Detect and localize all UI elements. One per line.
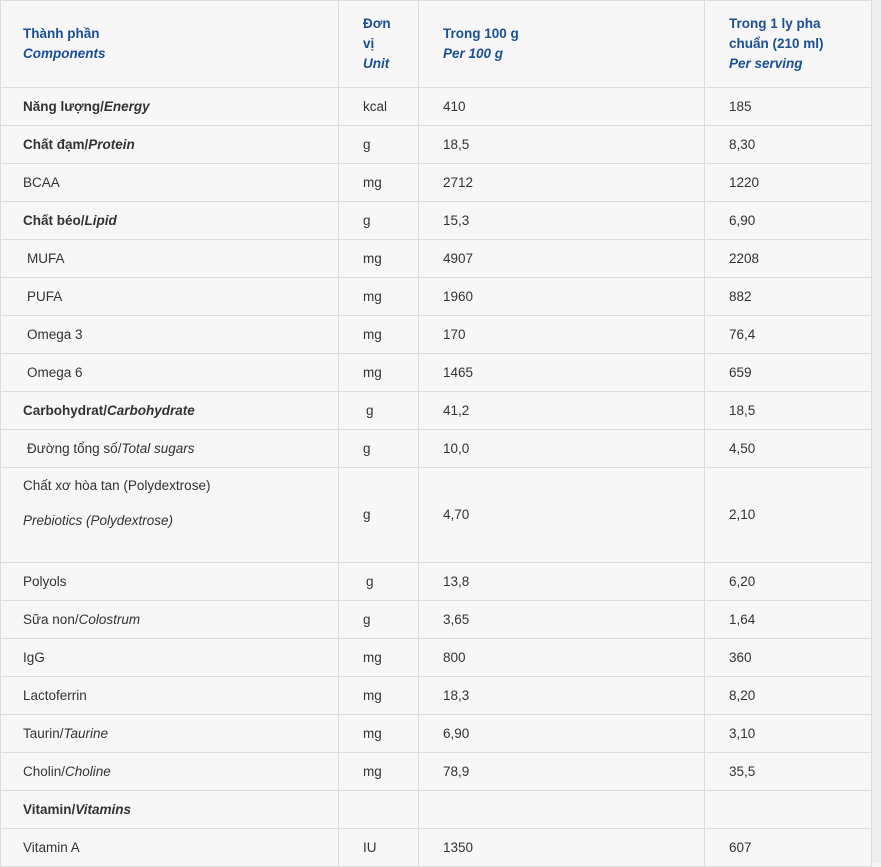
component-name: Chất béo/ bbox=[23, 212, 85, 228]
table-row bbox=[1, 715, 872, 753]
component-name: Chất xơ hòa tan (Polydextrose) bbox=[23, 478, 211, 493]
component-name: Đường tổng số/ bbox=[27, 440, 122, 456]
component-cell bbox=[1, 715, 339, 753]
unit-cell bbox=[339, 791, 419, 829]
table-row bbox=[1, 829, 872, 867]
component-cell bbox=[1, 354, 339, 392]
component-name-en: Energy bbox=[103, 98, 150, 114]
unit-cell: g bbox=[339, 126, 419, 164]
serving-cell: 76,4 bbox=[705, 316, 872, 354]
unit-cell: mg bbox=[339, 715, 419, 753]
component-name: IgG bbox=[23, 649, 45, 665]
per100-cell: 800 bbox=[419, 639, 705, 677]
header-serving-vi-1: Trong 1 ly pha bbox=[729, 16, 821, 31]
serving-cell: 1,64 bbox=[705, 601, 872, 639]
component-name: Lactoferrin bbox=[23, 687, 87, 703]
unit-cell: kcal bbox=[339, 88, 419, 126]
per100-cell: 4,70 bbox=[419, 468, 705, 563]
component-name: Chất đạm/ bbox=[23, 136, 89, 152]
serving-cell: 18,5 bbox=[705, 392, 872, 430]
serving-cell: 35,5 bbox=[705, 753, 872, 791]
table-row bbox=[1, 164, 872, 202]
component-name-en: Carbohydrate bbox=[107, 402, 195, 418]
component-cell bbox=[1, 601, 339, 639]
header-unit-vi-1: Đơn bbox=[363, 16, 391, 31]
serving-cell: 659 bbox=[705, 354, 872, 392]
per100-cell: 1350 bbox=[419, 829, 705, 867]
component-cell bbox=[1, 563, 339, 601]
component-name-en: Choline bbox=[65, 763, 111, 779]
header-per-serving bbox=[705, 1, 872, 88]
unit-cell: mg bbox=[339, 354, 419, 392]
component-name: Cholin/ bbox=[23, 763, 66, 779]
serving-cell bbox=[705, 791, 872, 829]
per100-cell: 13,8 bbox=[419, 563, 705, 601]
component-cell bbox=[1, 316, 339, 354]
serving-cell: 360 bbox=[705, 639, 872, 677]
header-per100-vi: Trong 100 g bbox=[443, 26, 519, 41]
component-name-en: Total sugars bbox=[121, 440, 195, 456]
table-row bbox=[1, 430, 872, 468]
component-cell bbox=[1, 677, 339, 715]
serving-cell: 8,30 bbox=[705, 126, 872, 164]
component-name: Omega 6 bbox=[27, 364, 83, 380]
component-cell bbox=[1, 240, 339, 278]
unit-cell: mg bbox=[339, 240, 419, 278]
serving-cell: 2208 bbox=[705, 240, 872, 278]
unit-cell: g bbox=[339, 468, 419, 563]
unit-cell: g bbox=[339, 601, 419, 639]
serving-cell: 6,90 bbox=[705, 202, 872, 240]
unit-cell: mg bbox=[339, 639, 419, 677]
serving-cell: 3,10 bbox=[705, 715, 872, 753]
component-cell bbox=[1, 126, 339, 164]
table-row bbox=[1, 753, 872, 791]
header-components-en: Components bbox=[23, 46, 106, 61]
serving-cell: 1220 bbox=[705, 164, 872, 202]
serving-cell: 8,20 bbox=[705, 677, 872, 715]
serving-cell: 882 bbox=[705, 278, 872, 316]
component-cell bbox=[1, 392, 339, 430]
table-row bbox=[1, 392, 872, 430]
table-row bbox=[1, 240, 872, 278]
component-name-en: Taurine bbox=[63, 725, 109, 741]
per100-cell: 1960 bbox=[419, 278, 705, 316]
scroll-edge bbox=[871, 0, 881, 863]
header-components bbox=[1, 1, 339, 88]
component-name: Vitamin A bbox=[23, 839, 80, 855]
component-name: PUFA bbox=[27, 288, 63, 304]
component-cell bbox=[1, 278, 339, 316]
per100-cell: 410 bbox=[419, 88, 705, 126]
component-name: Polyols bbox=[23, 573, 67, 589]
header-unit-vi-2: vị bbox=[363, 36, 375, 51]
table-row bbox=[1, 88, 872, 126]
header-components-vi: Thành phần bbox=[23, 26, 100, 41]
per100-cell: 1465 bbox=[419, 354, 705, 392]
table-row bbox=[1, 202, 872, 240]
table-row bbox=[1, 278, 872, 316]
per100-cell: 78,9 bbox=[419, 753, 705, 791]
per100-cell: 15,3 bbox=[419, 202, 705, 240]
component-cell bbox=[1, 88, 339, 126]
unit-cell: mg bbox=[339, 677, 419, 715]
component-cell bbox=[1, 468, 339, 563]
unit-cell: mg bbox=[339, 278, 419, 316]
component-cell bbox=[1, 202, 339, 240]
unit-cell: mg bbox=[339, 753, 419, 791]
per100-cell: 6,90 bbox=[419, 715, 705, 753]
component-cell bbox=[1, 639, 339, 677]
unit-cell: g bbox=[339, 202, 419, 240]
component-name: Taurin/ bbox=[23, 725, 64, 741]
unit-cell: mg bbox=[339, 164, 419, 202]
unit-cell: IU bbox=[339, 829, 419, 867]
component-name: BCAA bbox=[23, 174, 60, 190]
table-header-row bbox=[1, 1, 872, 88]
component-cell bbox=[1, 164, 339, 202]
header-unit-en: Unit bbox=[363, 56, 390, 71]
table-row bbox=[1, 126, 872, 164]
table-row bbox=[1, 601, 872, 639]
per100-cell: 3,65 bbox=[419, 601, 705, 639]
component-name: Năng lượng/ bbox=[23, 98, 104, 114]
component-name-en: Lipid bbox=[84, 212, 117, 228]
header-serving-vi-2: chuẩn (210 ml) bbox=[729, 36, 824, 51]
component-name: Carbohydrat/ bbox=[23, 402, 108, 418]
per100-cell: 18,5 bbox=[419, 126, 705, 164]
unit-cell: g bbox=[339, 563, 419, 601]
component-name: Sữa non/ bbox=[23, 611, 79, 627]
table-row bbox=[1, 354, 872, 392]
component-name-en: Colostrum bbox=[78, 611, 141, 627]
header-per-100g bbox=[419, 1, 705, 88]
per100-cell: 170 bbox=[419, 316, 705, 354]
per100-cell: 18,3 bbox=[419, 677, 705, 715]
component-cell bbox=[1, 791, 339, 829]
per100-cell: 10,0 bbox=[419, 430, 705, 468]
unit-cell: mg bbox=[339, 316, 419, 354]
per100-cell bbox=[419, 791, 705, 829]
unit-cell: g bbox=[339, 430, 419, 468]
serving-cell: 4,50 bbox=[705, 430, 872, 468]
header-per100-en: Per 100 g bbox=[443, 46, 504, 61]
serving-cell: 6,20 bbox=[705, 563, 872, 601]
table-row bbox=[1, 316, 872, 354]
unit-cell: g bbox=[339, 392, 419, 430]
table-row bbox=[1, 677, 872, 715]
table-row bbox=[1, 468, 872, 563]
component-name-en: Prebiotics (Polydextrose) bbox=[23, 513, 174, 528]
component-name-en: Protein bbox=[88, 136, 135, 152]
table-row bbox=[1, 791, 872, 829]
serving-cell: 607 bbox=[705, 829, 872, 867]
table-row bbox=[1, 639, 872, 677]
component-cell bbox=[1, 753, 339, 791]
component-name: Omega 3 bbox=[27, 326, 83, 342]
component-name: Vitamin/ bbox=[23, 801, 76, 817]
table-row bbox=[1, 563, 872, 601]
per100-cell: 4907 bbox=[419, 240, 705, 278]
component-cell bbox=[1, 430, 339, 468]
component-name-en: Vitamins bbox=[75, 801, 132, 817]
component-cell bbox=[1, 829, 339, 867]
component-name: MUFA bbox=[27, 250, 65, 266]
serving-cell: 2,10 bbox=[705, 468, 872, 563]
header-serving-en: Per serving bbox=[729, 56, 803, 71]
per100-cell: 2712 bbox=[419, 164, 705, 202]
header-unit bbox=[339, 1, 419, 88]
per100-cell: 41,2 bbox=[419, 392, 705, 430]
serving-cell: 185 bbox=[705, 88, 872, 126]
